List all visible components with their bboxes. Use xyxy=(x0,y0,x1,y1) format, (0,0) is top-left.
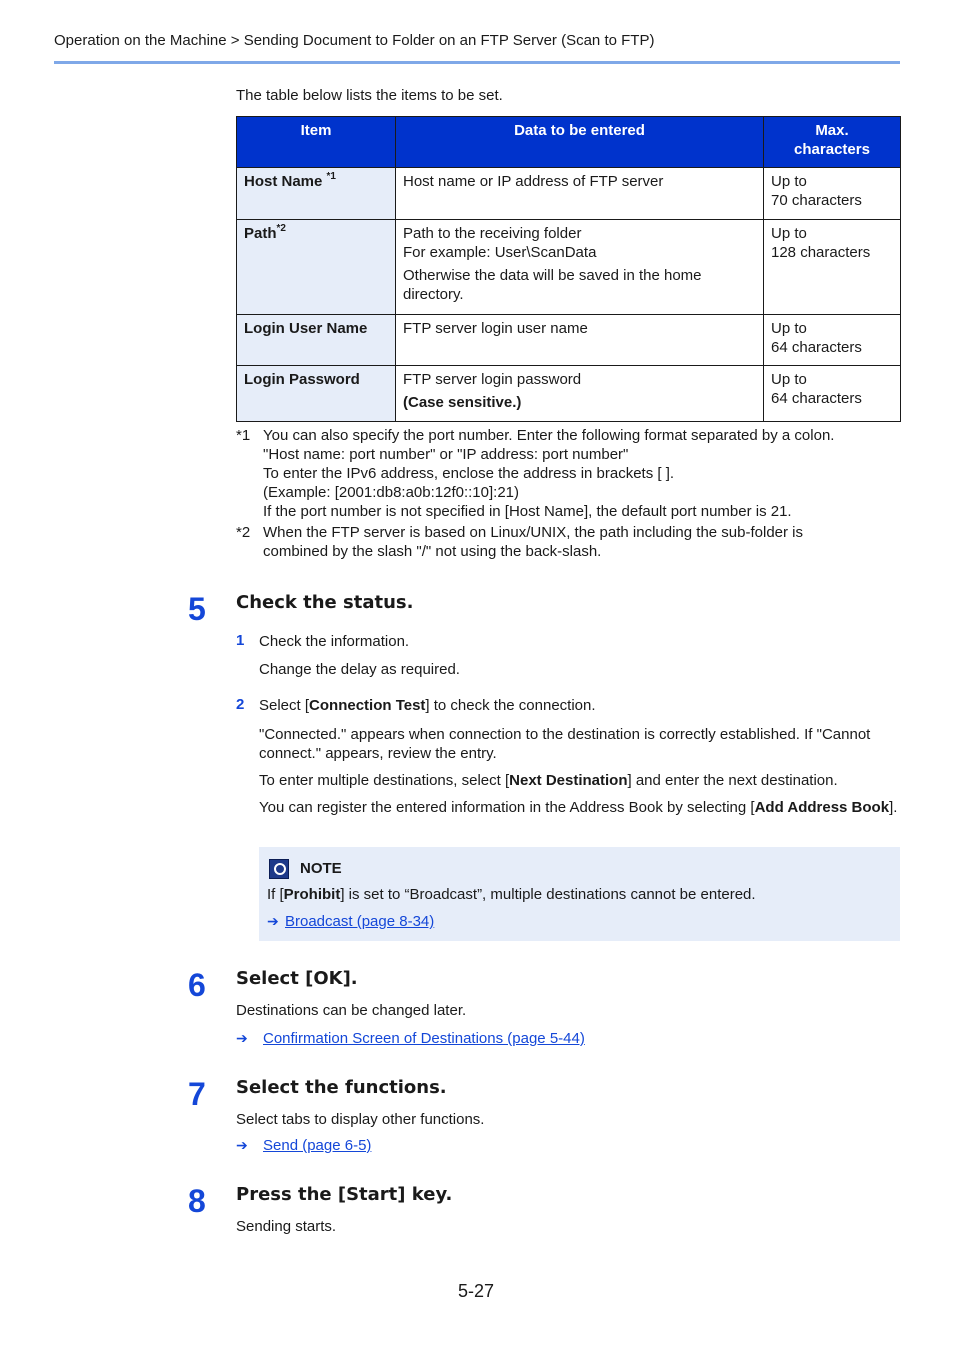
intro-text: The table below lists the items to be set. xyxy=(236,87,503,104)
footnote-mark: *2 xyxy=(236,524,251,541)
note-link-row xyxy=(267,913,434,930)
max-line: 64 characters xyxy=(771,339,862,356)
text-run: ] and enter the next destination. xyxy=(627,772,838,789)
link-row xyxy=(236,1137,371,1154)
text-run: To enter multiple destinations, select [ xyxy=(259,772,510,789)
substep-text xyxy=(259,798,900,817)
column-header-max-line2: characters xyxy=(794,141,870,158)
footnote-line: You can also specify the port number. Enter the following format separated by a colon. xyxy=(263,427,835,444)
step-title: Press the [Start] key. xyxy=(236,1184,453,1205)
row-max xyxy=(764,220,901,315)
max-line: Up to xyxy=(771,371,807,388)
key-next-destination: Next Destination xyxy=(509,772,628,789)
max-line: 70 characters xyxy=(771,192,862,209)
row-data xyxy=(396,366,764,422)
footnote-ref: *1 xyxy=(326,171,336,182)
table-row xyxy=(237,168,901,220)
substep-number: 1 xyxy=(236,632,245,649)
item-label: Host Name xyxy=(244,173,327,190)
row-data xyxy=(396,315,764,366)
text-run: You can register the entered information in the Address Book by selecting [ xyxy=(259,799,755,816)
max-line: 128 characters xyxy=(771,244,871,261)
footnote-line: If the port number is not specified in [Host Name], the default port number is 21. xyxy=(263,503,792,520)
footnote-line: combined by the slash "/" not using the back-slash. xyxy=(263,543,602,560)
step-title: Select the functions. xyxy=(236,1077,447,1098)
max-line: Up to xyxy=(771,225,807,242)
key-connection-test: Connection Test xyxy=(309,697,426,714)
column-header-data: Data to be entered xyxy=(396,117,764,168)
footnote-line: When the FTP server is based on Linux/UNIX, the path including the sub-folder is xyxy=(263,524,804,541)
max-line: Up to xyxy=(771,320,807,337)
step-number: 5 xyxy=(188,591,206,627)
step-text: Select tabs to display other functions. xyxy=(236,1111,485,1128)
footnote-body xyxy=(263,426,900,521)
substep-text: "Connected." appears when connection to the destination is correctly established. If "Cannot connect." appears, review the entry. xyxy=(259,726,871,762)
step-number: 8 xyxy=(188,1183,206,1219)
footnote-line: To enter the IPv6 address, enclose the address in brackets [ ]. xyxy=(263,465,675,482)
note-icon xyxy=(269,859,289,879)
data-text: FTP server login password xyxy=(403,371,582,388)
step-number: 7 xyxy=(188,1076,206,1112)
data-text: FTP server login user name xyxy=(403,320,588,337)
key-prohibit: Prohibit xyxy=(283,886,341,903)
step-title: Select [OK]. xyxy=(236,968,358,989)
text-run: ] is set to “Broadcast”, multiple destinations cannot be entered. xyxy=(340,886,756,903)
data-line: For example: User\ScanData xyxy=(403,244,597,261)
footnote-mark: *1 xyxy=(236,427,251,444)
step-text: Sending starts. xyxy=(236,1218,337,1235)
step-title: Check the status. xyxy=(236,592,414,613)
row-data xyxy=(396,168,764,220)
item-label: Path xyxy=(244,225,277,242)
row-max xyxy=(764,315,901,366)
arrow-right-icon: ➔ xyxy=(267,913,279,929)
substep-text xyxy=(259,696,900,715)
row-max xyxy=(764,366,901,422)
data-line: Path to the receiving folder xyxy=(403,225,582,242)
max-line: 64 characters xyxy=(771,390,862,407)
link-confirmation-screen[interactable]: Confirmation Screen of Destinations (page 5-44) xyxy=(263,1030,585,1047)
item-label: Login Password xyxy=(244,371,360,388)
page-number: 5-27 xyxy=(458,1281,495,1301)
footnote-line: (Example: [2001:db8:a0b:12f0::10]:21) xyxy=(263,484,520,501)
text-run: ] to check the connection. xyxy=(425,697,596,714)
column-header-max xyxy=(764,117,901,168)
text-run: If [ xyxy=(267,886,284,903)
link-row xyxy=(236,1030,585,1047)
footnote-2 xyxy=(236,523,900,563)
note-box xyxy=(259,847,900,941)
column-header-item: Item xyxy=(237,117,396,168)
item-label: Login User Name xyxy=(244,320,368,337)
arrow-right-icon: ➔ xyxy=(236,1030,248,1046)
row-item-host-name xyxy=(237,168,396,220)
substep-number: 2 xyxy=(236,696,245,713)
table-row xyxy=(237,220,901,315)
footnote-ref: *2 xyxy=(276,223,286,234)
row-max xyxy=(764,168,901,220)
note-label: NOTE xyxy=(300,860,342,877)
data-text-bold: (Case sensitive.) xyxy=(403,394,522,411)
substep-text: Change the delay as required. xyxy=(259,661,460,678)
row-item-path xyxy=(237,220,396,315)
key-add-address-book: Add Address Book xyxy=(754,799,890,816)
substep-text: Check the information. xyxy=(259,633,410,650)
settings-table xyxy=(236,116,901,422)
link-broadcast[interactable]: Broadcast (page 8-34) xyxy=(285,913,435,930)
column-header-max-line1: Max. xyxy=(815,122,849,139)
row-data xyxy=(396,220,764,315)
data-text: Host name or IP address of FTP server xyxy=(403,173,664,190)
breadcrumb: Operation on the Machine > Sending Document to Folder on an FTP Server (Scan to FTP) xyxy=(54,32,655,49)
text-run: Select [ xyxy=(259,697,310,714)
substep-text xyxy=(259,771,900,790)
note-text xyxy=(267,886,756,903)
data-text xyxy=(403,224,756,262)
link-send[interactable]: Send (page 6-5) xyxy=(263,1137,372,1154)
max-line: Up to xyxy=(771,173,807,190)
row-item-login-password xyxy=(237,366,396,422)
row-item-login-user-name xyxy=(237,315,396,366)
footnote-1 xyxy=(236,426,900,526)
header-divider xyxy=(54,61,900,64)
step-text: Destinations can be changed later. xyxy=(236,1002,467,1019)
arrow-right-icon: ➔ xyxy=(236,1137,248,1153)
table-header-row xyxy=(237,117,901,168)
footnote-line: "Host name: port number" or "IP address: port number" xyxy=(263,446,629,463)
data-text: Otherwise the data will be saved in the home directory. xyxy=(403,267,702,303)
footnote-body xyxy=(263,523,900,561)
step-number: 6 xyxy=(188,967,206,1003)
text-run: ]. xyxy=(889,799,898,816)
table-row xyxy=(237,315,901,366)
table-row xyxy=(237,366,901,422)
